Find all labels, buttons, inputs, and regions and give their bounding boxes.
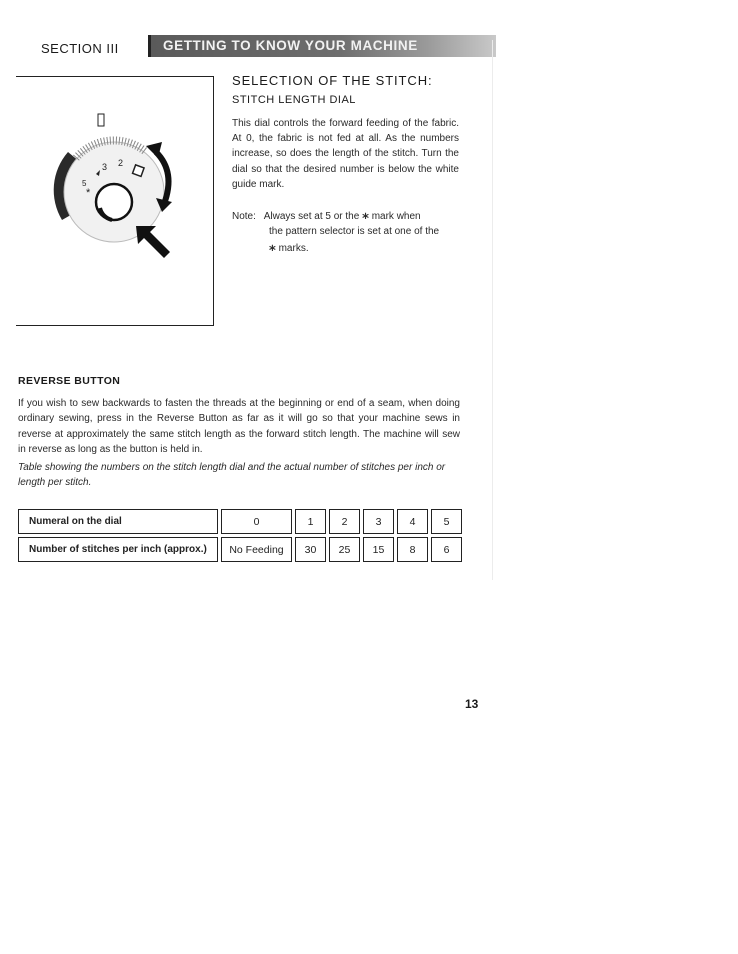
page-number: 13 xyxy=(465,697,479,711)
reverse-button-description: If you wish to sew backwards to fasten the threads at the beginning or end of a seam, when doing ordinary sewing, press in the Reverse Button as far as it will go so that your machine sews in reverse at approximately the same stitch length as the forward stitch length. The machine will sew in reverse as long as the button is held in. xyxy=(18,398,460,456)
table-row2-label: Number of stitches per inch (approx.) xyxy=(18,537,218,562)
dial-number-3: 3 xyxy=(102,162,108,172)
table-cell: 30 xyxy=(295,537,326,562)
dial-star-mark: * xyxy=(86,187,91,199)
table-cell: 25 xyxy=(329,537,360,562)
table-caption: Table showing the numbers on the stitch length dial and the actual number of stitches per inch or length per stitch. xyxy=(18,462,446,488)
table-cell: No Feeding xyxy=(221,537,292,562)
star-mark-icon: ⁎ xyxy=(362,207,369,222)
note-text-2: mark when xyxy=(371,211,421,222)
note-text-1: Always set at 5 or the xyxy=(263,211,360,222)
white-guide-mark xyxy=(98,114,104,126)
note-indent xyxy=(232,224,460,256)
dial-description: This dial controls the forward feeding of the fabric. At 0, the fabric is not fed at all. As the numbers increase, so does the length of the stitch. Turn the dial so that the desired number is below the white guide mark. xyxy=(232,118,459,190)
reverse-button-heading: REVERSE BUTTON xyxy=(18,375,121,387)
stitch-symbol-icon xyxy=(133,165,145,177)
table-cell: 0 xyxy=(221,509,292,534)
table-cell: 6 xyxy=(431,537,462,562)
table-row1-label: Numeral on the dial xyxy=(18,509,218,534)
stitch-length-dial-illustration xyxy=(36,112,186,262)
note-text-4: marks. xyxy=(278,243,309,255)
pointing-arrow-icon xyxy=(136,226,170,258)
page-edge-line xyxy=(492,40,493,580)
table-cell: 2 xyxy=(329,509,360,534)
table-cell: 8 xyxy=(397,537,428,562)
star-mark-icon: ⁎ xyxy=(269,239,276,255)
dial-number-5: 5 xyxy=(82,179,87,188)
section-title: GETTING TO KNOW YOUR MACHINE xyxy=(163,38,418,53)
dial-number-2: 2 xyxy=(118,158,124,168)
note-prefix: Note: xyxy=(232,211,256,222)
stitch-length-dial-heading: STITCH LENGTH DIAL xyxy=(232,94,356,106)
note-text-3: the pattern selector is set at one of the xyxy=(269,226,440,238)
section-title-banner xyxy=(148,35,496,57)
note-line-1 xyxy=(232,207,460,224)
section-label: SECTION III xyxy=(41,41,119,56)
table-cell: 15 xyxy=(363,537,394,562)
selection-of-stitch-heading: SELECTION OF THE STITCH: xyxy=(232,73,433,88)
note-line-3 xyxy=(269,239,460,256)
table-cell: 4 xyxy=(397,509,428,534)
table-cell: 1 xyxy=(295,509,326,534)
table-cell: 3 xyxy=(363,509,394,534)
note-block xyxy=(232,207,460,257)
table-cell: 5 xyxy=(431,509,462,534)
